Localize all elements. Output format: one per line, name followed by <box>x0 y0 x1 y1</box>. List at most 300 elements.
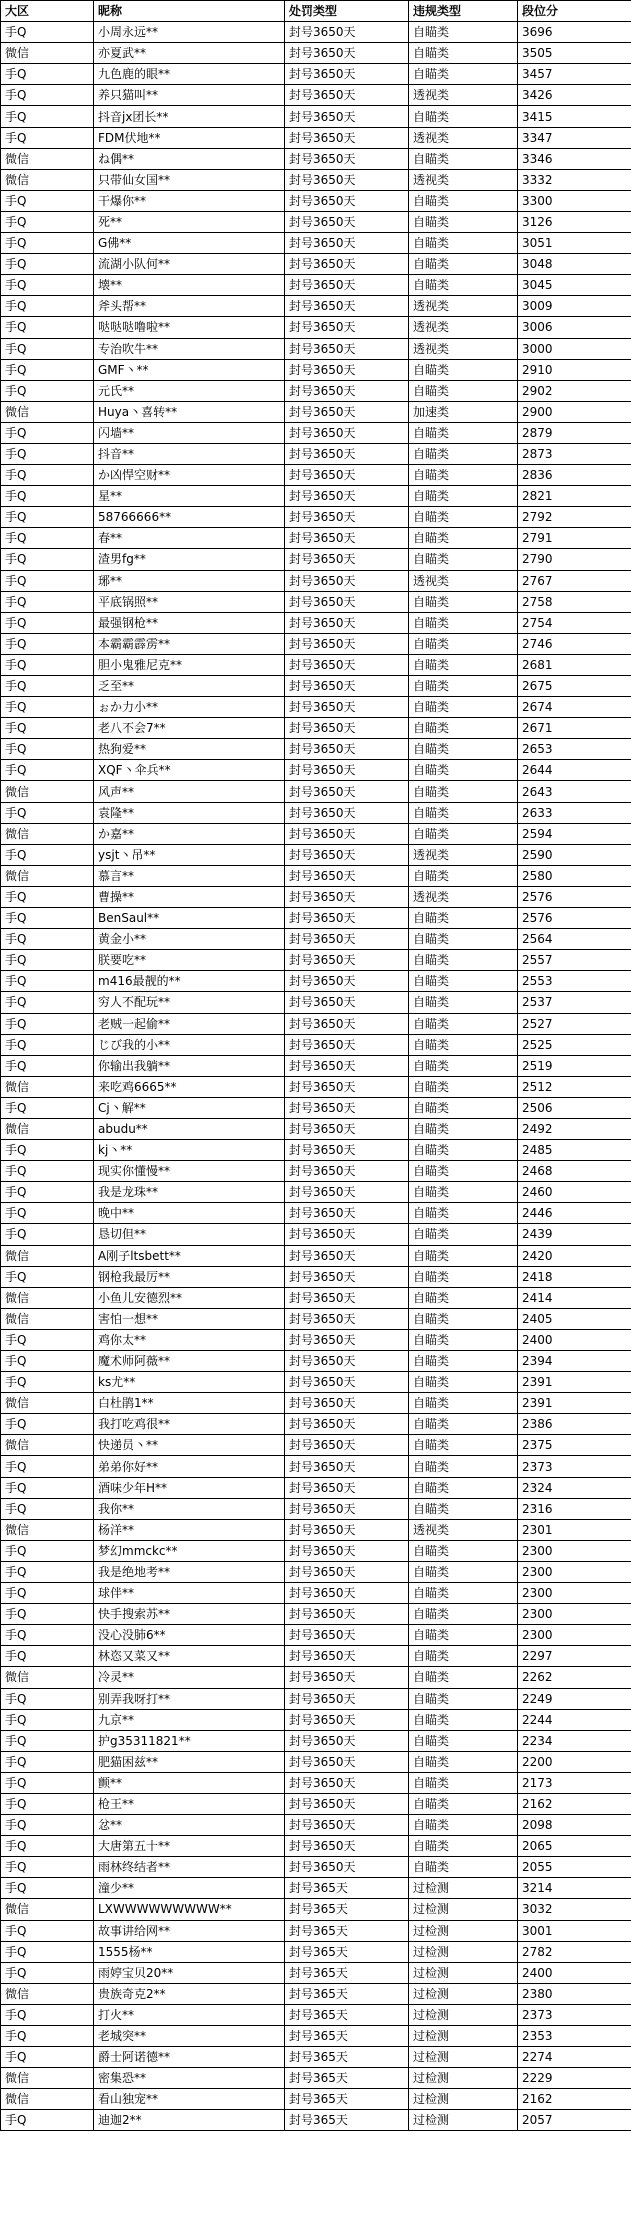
table-row <box>1 106 631 127</box>
violation-type-cell: 自瞄类 <box>409 802 518 823</box>
region-cell: 手Q <box>1 1329 94 1350</box>
region-cell: 手Q <box>1 1962 94 1983</box>
region-cell: 微信 <box>1 1245 94 1266</box>
rank-score-cell: 2512 <box>518 1076 631 1097</box>
penalty-type-cell: 封号365天 <box>285 2068 409 2089</box>
nickname-cell: GMF丶** <box>94 359 285 380</box>
rank-score-cell: 2836 <box>518 465 631 486</box>
rank-score-cell: 2674 <box>518 697 631 718</box>
region-cell: 手Q <box>1 633 94 654</box>
region-cell: 手Q <box>1 1625 94 1646</box>
penalty-type-cell: 封号3650天 <box>285 296 409 317</box>
nickname-cell: 潼少** <box>94 1878 285 1899</box>
region-cell: 手Q <box>1 1477 94 1498</box>
region-cell: 微信 <box>1 401 94 422</box>
violation-type-cell: 自瞄类 <box>409 929 518 950</box>
rank-score-cell: 2468 <box>518 1161 631 1182</box>
region-cell: 手Q <box>1 1351 94 1372</box>
region-cell: 手Q <box>1 1836 94 1857</box>
region-cell: 手Q <box>1 1372 94 1393</box>
table-row <box>1 1118 631 1139</box>
table-row <box>1 465 631 486</box>
violation-type-cell: 自瞄类 <box>409 1118 518 1139</box>
region-cell: 微信 <box>1 1899 94 1920</box>
table-row <box>1 2047 631 2068</box>
table-row <box>1 633 631 654</box>
rank-score-cell: 2200 <box>518 1751 631 1772</box>
nickname-cell: m416最靓的** <box>94 971 285 992</box>
table-row <box>1 1224 631 1245</box>
region-cell: 手Q <box>1 190 94 211</box>
table-row <box>1 486 631 507</box>
nickname-cell: 没心没肺6** <box>94 1625 285 1646</box>
nickname-cell: 冷灵** <box>94 1667 285 1688</box>
nickname-cell: 酒味少年H** <box>94 1477 285 1498</box>
rank-score-cell: 2300 <box>518 1540 631 1561</box>
penalty-type-cell: 封号3650天 <box>285 422 409 443</box>
table-row <box>1 422 631 443</box>
rank-score-cell: 2324 <box>518 1477 631 1498</box>
violation-type-cell: 自瞄类 <box>409 1034 518 1055</box>
rank-score-cell: 3051 <box>518 233 631 254</box>
nickname-cell: 故事讲给网** <box>94 1920 285 1941</box>
table-row <box>1 1920 631 1941</box>
rank-score-cell: 2675 <box>518 676 631 697</box>
rank-score-cell: 3457 <box>518 64 631 85</box>
penalty-type-cell: 封号3650天 <box>285 169 409 190</box>
table-row <box>1 127 631 148</box>
region-cell: 手Q <box>1 718 94 739</box>
nickname-cell: 元氏** <box>94 380 285 401</box>
nickname-cell: 老八不会7** <box>94 718 285 739</box>
rank-score-cell: 2249 <box>518 1688 631 1709</box>
nickname-cell: 快手搜索苏** <box>94 1604 285 1625</box>
penalty-type-cell: 封号365天 <box>285 1983 409 2004</box>
rank-score-cell: 3006 <box>518 317 631 338</box>
penalty-type-cell: 封号3650天 <box>285 992 409 1013</box>
rank-score-cell: 2300 <box>518 1604 631 1625</box>
rank-score-cell: 2055 <box>518 1857 631 1878</box>
violation-type-cell: 自瞄类 <box>409 1730 518 1751</box>
rank-score-cell: 2527 <box>518 1013 631 1034</box>
violation-type-cell: 自瞄类 <box>409 190 518 211</box>
table-row <box>1 401 631 422</box>
table-row <box>1 1245 631 1266</box>
region-cell: 微信 <box>1 823 94 844</box>
violation-type-cell: 自瞄类 <box>409 1456 518 1477</box>
penalty-type-cell: 封号3650天 <box>285 254 409 275</box>
region-cell: 手Q <box>1 1772 94 1793</box>
region-cell: 手Q <box>1 1414 94 1435</box>
nickname-cell: 小周永远** <box>94 22 285 43</box>
penalty-type-cell: 封号3650天 <box>285 465 409 486</box>
violation-type-cell: 自瞄类 <box>409 676 518 697</box>
penalty-type-cell: 封号3650天 <box>285 359 409 380</box>
nickname-cell: 1555杨** <box>94 1941 285 1962</box>
violation-type-cell: 自瞄类 <box>409 528 518 549</box>
nickname-cell: 袁隆** <box>94 802 285 823</box>
penalty-type-cell: 封号3650天 <box>285 1161 409 1182</box>
rank-score-cell: 2316 <box>518 1498 631 1519</box>
region-cell: 手Q <box>1 760 94 781</box>
header-penalty-type: 处罚类型 <box>285 1 409 22</box>
violation-type-cell: 自瞄类 <box>409 1815 518 1836</box>
nickname-cell: 九京** <box>94 1709 285 1730</box>
penalty-type-cell: 封号3650天 <box>285 1498 409 1519</box>
violation-type-cell: 自瞄类 <box>409 950 518 971</box>
rank-score-cell: 2418 <box>518 1266 631 1287</box>
nickname-cell: 乏至** <box>94 676 285 697</box>
violation-type-cell: 自瞄类 <box>409 1182 518 1203</box>
table-row <box>1 844 631 865</box>
violation-type-cell: 过检测 <box>409 2026 518 2047</box>
penalty-type-cell: 封号365天 <box>285 1941 409 1962</box>
table-row <box>1 1815 631 1836</box>
penalty-type-cell: 封号3650天 <box>285 1519 409 1540</box>
table-row <box>1 1878 631 1899</box>
region-cell: 手Q <box>1 1604 94 1625</box>
table-row <box>1 1140 631 1161</box>
region-cell: 手Q <box>1 359 94 380</box>
violation-type-cell: 自瞄类 <box>409 486 518 507</box>
nickname-cell: 迪迦2** <box>94 2110 285 2131</box>
table-row <box>1 528 631 549</box>
penalty-type-cell: 封号3650天 <box>285 1393 409 1414</box>
table-row <box>1 1836 631 1857</box>
table-row <box>1 929 631 950</box>
penalty-type-cell: 封号3650天 <box>285 654 409 675</box>
nickname-cell: 闪墙** <box>94 422 285 443</box>
rank-score-cell: 2576 <box>518 886 631 907</box>
penalty-type-cell: 封号3650天 <box>285 1329 409 1350</box>
violation-type-cell: 自瞄类 <box>409 971 518 992</box>
rank-score-cell: 2653 <box>518 739 631 760</box>
nickname-cell: 肥猫困兹** <box>94 1751 285 1772</box>
rank-score-cell: 3505 <box>518 43 631 64</box>
rank-score-cell: 2767 <box>518 570 631 591</box>
violation-type-cell: 自瞄类 <box>409 1793 518 1814</box>
nickname-cell: 朕要吃** <box>94 950 285 971</box>
penalty-type-cell: 封号3650天 <box>285 1308 409 1329</box>
rank-score-cell: 2492 <box>518 1118 631 1139</box>
rank-score-cell: 2506 <box>518 1097 631 1118</box>
region-cell: 手Q <box>1 211 94 232</box>
region-cell: 微信 <box>1 1435 94 1456</box>
violation-type-cell: 自瞄类 <box>409 1140 518 1161</box>
region-cell: 手Q <box>1 1583 94 1604</box>
rank-score-cell: 2590 <box>518 844 631 865</box>
violation-type-cell: 过检测 <box>409 2004 518 2025</box>
rank-score-cell: 3214 <box>518 1878 631 1899</box>
violation-type-cell: 自瞄类 <box>409 1055 518 1076</box>
violation-type-cell: 过检测 <box>409 1878 518 1899</box>
penalty-type-cell: 封号3650天 <box>285 612 409 633</box>
region-cell: 手Q <box>1 22 94 43</box>
nickname-cell: 春** <box>94 528 285 549</box>
penalty-type-cell: 封号3650天 <box>285 401 409 422</box>
nickname-cell: 抖音** <box>94 443 285 464</box>
penalty-type-cell: 封号3650天 <box>285 929 409 950</box>
violation-type-cell: 过检测 <box>409 2089 518 2110</box>
rank-score-cell: 2394 <box>518 1351 631 1372</box>
nickname-cell: 慕言** <box>94 865 285 886</box>
rank-score-cell: 2300 <box>518 1583 631 1604</box>
penalty-type-cell: 封号365天 <box>285 2026 409 2047</box>
rank-score-cell: 2791 <box>518 528 631 549</box>
nickname-cell: 小鱼儿安德烈** <box>94 1287 285 1308</box>
table-row <box>1 64 631 85</box>
violation-type-cell: 透视类 <box>409 85 518 106</box>
region-cell: 手Q <box>1 570 94 591</box>
violation-type-cell: 自瞄类 <box>409 1013 518 1034</box>
nickname-cell: 枪王** <box>94 1793 285 1814</box>
violation-type-cell: 过检测 <box>409 1962 518 1983</box>
region-cell: 手Q <box>1 338 94 359</box>
region-cell: 手Q <box>1 1857 94 1878</box>
nickname-cell: XQF丶伞兵** <box>94 760 285 781</box>
nickname-cell: じび我的小** <box>94 1034 285 1055</box>
table-row <box>1 1414 631 1435</box>
table-row <box>1 992 631 1013</box>
nickname-cell: 密集恐** <box>94 2068 285 2089</box>
penalty-type-cell: 封号3650天 <box>285 233 409 254</box>
penalty-type-cell: 封号3650天 <box>285 950 409 971</box>
violation-type-cell: 透视类 <box>409 338 518 359</box>
penalty-type-cell: 封号3650天 <box>285 1097 409 1118</box>
penalty-type-cell: 封号3650天 <box>285 528 409 549</box>
violation-type-cell: 自瞄类 <box>409 359 518 380</box>
penalty-type-cell: 封号3650天 <box>285 1013 409 1034</box>
rank-score-cell: 2300 <box>518 1625 631 1646</box>
violation-type-cell: 过检测 <box>409 1920 518 1941</box>
rank-score-cell: 2244 <box>518 1709 631 1730</box>
table-row <box>1 148 631 169</box>
table-row <box>1 1435 631 1456</box>
rank-score-cell: 2564 <box>518 929 631 950</box>
violation-type-cell: 自瞄类 <box>409 1540 518 1561</box>
rank-score-cell: 3001 <box>518 1920 631 1941</box>
rank-score-cell: 2057 <box>518 2110 631 2131</box>
table-row <box>1 1097 631 1118</box>
penalty-type-cell: 封号3650天 <box>285 718 409 739</box>
nickname-cell: 58766666** <box>94 507 285 528</box>
table-row <box>1 190 631 211</box>
table-row <box>1 886 631 907</box>
violation-type-cell: 自瞄类 <box>409 1667 518 1688</box>
table-row <box>1 507 631 528</box>
table-row <box>1 169 631 190</box>
violation-type-cell: 透视类 <box>409 127 518 148</box>
penalty-type-cell: 封号3650天 <box>285 1372 409 1393</box>
penalty-type-cell: 封号3650天 <box>285 190 409 211</box>
table-row <box>1 739 631 760</box>
nickname-cell: LXWWWWWWWWW** <box>94 1899 285 1920</box>
nickname-cell: 大唐第五十** <box>94 1836 285 1857</box>
violation-type-cell: 自瞄类 <box>409 1709 518 1730</box>
violation-type-cell: 自瞄类 <box>409 1414 518 1435</box>
table-row <box>1 2089 631 2110</box>
nickname-cell: 现实你懂慢** <box>94 1161 285 1182</box>
penalty-type-cell: 封号3650天 <box>285 1034 409 1055</box>
penalty-type-cell: 封号3650天 <box>285 127 409 148</box>
nickname-cell: か凶悍空财** <box>94 465 285 486</box>
rank-score-cell: 2420 <box>518 1245 631 1266</box>
penalty-type-cell: 封号3650天 <box>285 1245 409 1266</box>
penalty-type-cell: 封号3650天 <box>285 697 409 718</box>
table-row <box>1 233 631 254</box>
penalty-type-cell: 封号3650天 <box>285 1751 409 1772</box>
table-row <box>1 1561 631 1582</box>
rank-score-cell: 2162 <box>518 2089 631 2110</box>
nickname-cell: 亦夏武** <box>94 43 285 64</box>
penalty-type-cell: 封号3650天 <box>285 486 409 507</box>
penalty-type-cell: 封号3650天 <box>285 1477 409 1498</box>
penalty-type-cell: 封号3650天 <box>285 1287 409 1308</box>
header-violation-type: 违规类型 <box>409 1 518 22</box>
violation-type-cell: 自瞄类 <box>409 1329 518 1350</box>
table-row <box>1 781 631 802</box>
region-cell: 手Q <box>1 676 94 697</box>
region-cell: 手Q <box>1 85 94 106</box>
region-cell: 微信 <box>1 43 94 64</box>
violation-type-cell: 透视类 <box>409 886 518 907</box>
table-header <box>1 1 631 22</box>
violation-type-cell: 透视类 <box>409 844 518 865</box>
rank-score-cell: 2380 <box>518 1983 631 2004</box>
region-cell: 手Q <box>1 233 94 254</box>
table-row <box>1 760 631 781</box>
nickname-cell: FDM伏地** <box>94 127 285 148</box>
penalty-type-cell: 封号3650天 <box>285 1351 409 1372</box>
violation-type-cell: 自瞄类 <box>409 380 518 401</box>
penalty-type-cell: 封号3650天 <box>285 43 409 64</box>
table-row <box>1 1604 631 1625</box>
violation-type-cell: 透视类 <box>409 570 518 591</box>
region-cell: 手Q <box>1 739 94 760</box>
rank-score-cell: 2746 <box>518 633 631 654</box>
rank-score-cell: 2391 <box>518 1372 631 1393</box>
region-cell: 手Q <box>1 1540 94 1561</box>
nickname-cell: 干爆你** <box>94 190 285 211</box>
header-rank-score: 段位分 <box>518 1 631 22</box>
violation-type-cell: 透视类 <box>409 317 518 338</box>
violation-type-cell: 自瞄类 <box>409 1772 518 1793</box>
penalty-type-cell: 封号3650天 <box>285 85 409 106</box>
penalty-type-cell: 封号365天 <box>285 2110 409 2131</box>
region-cell: 手Q <box>1 64 94 85</box>
penalty-type-cell: 封号3650天 <box>285 22 409 43</box>
table-row <box>1 1076 631 1097</box>
table-row <box>1 1646 631 1667</box>
table-row <box>1 1583 631 1604</box>
penalty-type-cell: 封号3650天 <box>285 317 409 338</box>
violation-type-cell: 自瞄类 <box>409 1372 518 1393</box>
table-row <box>1 1013 631 1034</box>
rank-score-cell: 2400 <box>518 1329 631 1350</box>
penalty-type-cell: 封号3650天 <box>285 1772 409 1793</box>
nickname-cell: 雨婷宝贝20** <box>94 1962 285 1983</box>
table-row <box>1 254 631 275</box>
table-row <box>1 1182 631 1203</box>
region-cell: 手Q <box>1 908 94 929</box>
table-row <box>1 1962 631 1983</box>
table-row <box>1 1709 631 1730</box>
rank-score-cell: 2782 <box>518 1941 631 1962</box>
rank-score-cell: 2162 <box>518 1793 631 1814</box>
penalty-type-cell: 封号3650天 <box>285 1140 409 1161</box>
header-row <box>1 1 631 22</box>
table-row <box>1 1372 631 1393</box>
violation-type-cell: 自瞄类 <box>409 1224 518 1245</box>
table-row <box>1 549 631 570</box>
region-cell: 微信 <box>1 865 94 886</box>
nickname-cell: BenSaul** <box>94 908 285 929</box>
region-cell: 手Q <box>1 1203 94 1224</box>
violation-type-cell: 加速类 <box>409 401 518 422</box>
rank-score-cell: 3000 <box>518 338 631 359</box>
region-cell: 手Q <box>1 971 94 992</box>
region-cell: 手Q <box>1 2004 94 2025</box>
table-row <box>1 85 631 106</box>
nickname-cell: 忿** <box>94 1815 285 1836</box>
rank-score-cell: 3696 <box>518 22 631 43</box>
nickname-cell: 梦幻mmckc** <box>94 1540 285 1561</box>
table-row <box>1 654 631 675</box>
penalty-type-cell: 封号3650天 <box>285 844 409 865</box>
region-cell: 手Q <box>1 380 94 401</box>
violation-type-cell: 透视类 <box>409 1519 518 1540</box>
penalty-type-cell: 封号3650天 <box>285 971 409 992</box>
penalty-type-cell: 封号3650天 <box>285 676 409 697</box>
violation-type-cell: 自瞄类 <box>409 1308 518 1329</box>
nickname-cell: 死** <box>94 211 285 232</box>
table-row <box>1 2068 631 2089</box>
region-cell: 手Q <box>1 127 94 148</box>
table-row <box>1 1266 631 1287</box>
penalty-type-cell: 封号3650天 <box>285 1709 409 1730</box>
region-cell: 手Q <box>1 1709 94 1730</box>
penalty-type-cell: 封号3650天 <box>285 1055 409 1076</box>
table-row <box>1 1393 631 1414</box>
table-row <box>1 1983 631 2004</box>
rank-score-cell: 2681 <box>518 654 631 675</box>
rank-score-cell: 2594 <box>518 823 631 844</box>
penalty-type-cell: 封号3650天 <box>285 380 409 401</box>
table-row <box>1 1688 631 1709</box>
nickname-cell: ks尤** <box>94 1372 285 1393</box>
region-cell: 微信 <box>1 1118 94 1139</box>
table-row <box>1 43 631 64</box>
nickname-cell: 曹操** <box>94 886 285 907</box>
nickname-cell: 平底锅照** <box>94 591 285 612</box>
penalty-type-cell: 封号3650天 <box>285 1076 409 1097</box>
table-row <box>1 1625 631 1646</box>
rank-score-cell: 2644 <box>518 760 631 781</box>
penalty-type-cell: 封号3650天 <box>285 507 409 528</box>
violation-type-cell: 自瞄类 <box>409 1477 518 1498</box>
violation-type-cell: 透视类 <box>409 296 518 317</box>
violation-type-cell: 自瞄类 <box>409 865 518 886</box>
region-cell: 手Q <box>1 1688 94 1709</box>
nickname-cell: 本霸霸霹雳** <box>94 633 285 654</box>
violation-type-cell: 自瞄类 <box>409 1583 518 1604</box>
nickname-cell: Cj丶解** <box>94 1097 285 1118</box>
region-cell: 手Q <box>1 1182 94 1203</box>
table-row <box>1 275 631 296</box>
penalty-type-cell: 封号3650天 <box>285 1224 409 1245</box>
region-cell: 手Q <box>1 612 94 633</box>
table-row <box>1 1456 631 1477</box>
